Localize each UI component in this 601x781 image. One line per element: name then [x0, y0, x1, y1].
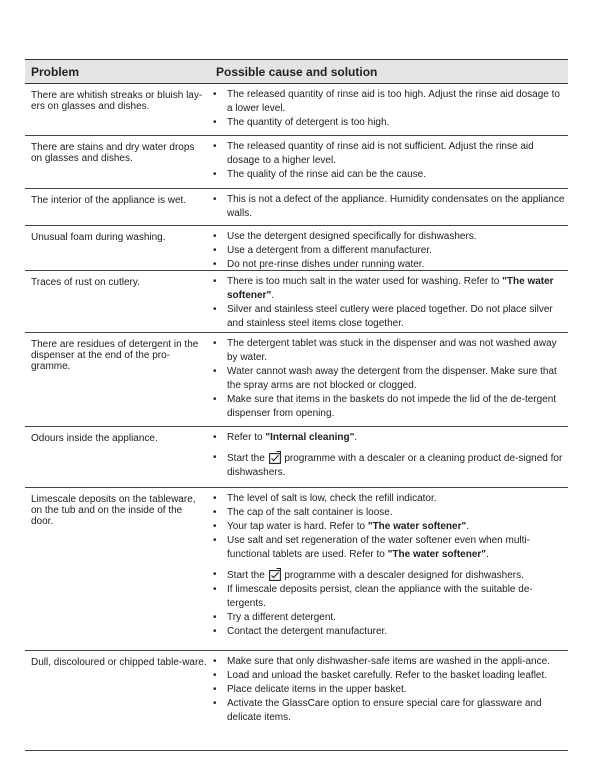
- solution-cell: [213, 492, 568, 647]
- table-row: [25, 136, 568, 189]
- programme-icon: [269, 451, 281, 464]
- solution-item: [213, 625, 568, 639]
- table-row: [25, 84, 568, 136]
- solution-cell: [213, 230, 568, 270]
- solution-text: If limescale deposits persist, clean the appliance with the suitable de-tergents.: [227, 584, 533, 609]
- reference-link: "The water softener": [387, 549, 487, 560]
- problem-cell: Unusual foam during washing.: [31, 232, 166, 243]
- solution-cell: [213, 88, 568, 132]
- solution-item: [213, 568, 568, 583]
- solution-text: There is too much salt in the water used for washing. Refer to: [227, 276, 503, 287]
- problem-cell: Limescale deposits on the tableware, on the tub and on the inside of the door.: [31, 494, 196, 527]
- table-row: [25, 189, 568, 226]
- solution-item: [213, 168, 568, 182]
- solution-text: Do not pre-rinse dishes under running water.: [227, 259, 425, 270]
- problem-cell: Traces of rust on cutlery.: [31, 277, 140, 288]
- solution-text: The level of salt is low, check the refill indicator.: [227, 493, 437, 504]
- solution-text: Refer to: [227, 432, 266, 443]
- solution-text: The detergent tablet was stuck in the dispenser and was not washed away by water.: [227, 338, 557, 363]
- solution-text: The cap of the salt container is loose.: [227, 507, 393, 518]
- solution-item: [213, 520, 568, 534]
- solution-item: [213, 275, 568, 303]
- solution-cell: [213, 193, 568, 222]
- solution-text: Start the: [227, 453, 268, 464]
- solution-list: [213, 140, 568, 182]
- solution-item: [213, 337, 568, 365]
- solution-text: Make sure that items in the baskets do not impede the lid of the de-tergent dispenser from opening.: [227, 394, 557, 419]
- solution-item: [213, 431, 568, 445]
- solution-text: .: [271, 290, 274, 301]
- solution-item: [213, 303, 568, 331]
- table-row: [25, 488, 568, 651]
- solution-item: [213, 583, 568, 611]
- programme-icon: [269, 568, 281, 581]
- solution-text: Load and unload the basket carefully. Refer to the basket loading leaflet.: [227, 670, 548, 681]
- solution-item: [213, 669, 568, 683]
- solution-text: Try a different detergent.: [227, 612, 336, 623]
- solution-item: [213, 140, 568, 168]
- header-problem: Problem: [31, 64, 80, 79]
- solution-list: [213, 337, 568, 421]
- solution-item: [213, 88, 568, 116]
- solution-item: [213, 683, 568, 697]
- solution-item: [213, 697, 568, 725]
- solution-list: [213, 230, 568, 272]
- solution-cell: [213, 655, 568, 747]
- solution-list: [213, 275, 568, 331]
- solution-text: .: [466, 521, 470, 532]
- solution-text: This is not a defect of the appliance. Humidity condensates on the appliance walls.: [227, 194, 565, 219]
- reference-link: "The water softener": [227, 276, 554, 301]
- solution-item: [213, 193, 568, 221]
- table-row: [25, 651, 568, 751]
- solution-text: Place delicate items in the upper basket.: [227, 684, 407, 695]
- solution-cell: [213, 431, 568, 484]
- solution-text: Silver and stainless steel cutlery were placed together. Do not place silver and stainless steel items close together.: [227, 304, 553, 329]
- problem-cell: The interior of the appliance is wet.: [31, 195, 187, 206]
- solution-text: The released quantity of rinse aid is too high. Adjust the rinse aid dosage to a lower level.: [227, 89, 560, 114]
- solution-list: [213, 655, 568, 725]
- solution-text: Make sure that only dishwasher-safe items are washed in the appli-ance.: [227, 656, 550, 667]
- table-row: [25, 427, 568, 488]
- problem-cell: Odours inside the appliance.: [31, 433, 158, 444]
- solution-text: Use the detergent designed specifically for dishwashers.: [227, 231, 477, 242]
- solution-list: [213, 193, 568, 221]
- solution-item: [213, 655, 568, 669]
- solution-item: [213, 116, 568, 130]
- table-body: [25, 84, 568, 751]
- table-header: [25, 59, 568, 84]
- solution-text: .: [354, 432, 358, 443]
- problem-cell: There are whitish streaks or bluish lay-ers on glasses and dishes.: [31, 90, 203, 112]
- solution-cell: [213, 337, 568, 423]
- problem-cell: There are residues of detergent in the dispenser at the end of the pro-gramme.: [31, 339, 199, 372]
- solution-text: The released quantity of rinse aid is not sufficient. Adjust the rinse aid dosage to a higher level.: [227, 141, 534, 166]
- troubleshooting-table: [25, 59, 568, 751]
- solution-item: [213, 492, 568, 506]
- solution-text: The quantity of detergent is too high.: [227, 117, 390, 128]
- header-cause: Possible cause and solution: [216, 64, 378, 79]
- reference-link: "The water softener": [367, 521, 467, 532]
- solution-text: programme with a descaler designed for dishwashers.: [281, 570, 524, 581]
- reference-link: "Internal cleaning": [265, 432, 355, 443]
- solution-text: Activate the GlassCare option to ensure special care for glassware and delicate items.: [227, 698, 542, 723]
- problem-cell: There are stains and dry water drops on glasses and dishes.: [31, 142, 195, 164]
- solution-item: [213, 244, 568, 258]
- solution-item: [213, 365, 568, 393]
- problem-cell: Dull, discoloured or chipped table-ware.: [31, 657, 207, 668]
- solution-list: [213, 492, 568, 639]
- table-row: [25, 271, 568, 333]
- solution-list: [213, 431, 568, 480]
- solution-text: .: [486, 549, 489, 560]
- solution-text: Water cannot wash away the detergent from the dispenser. Make sure that the spray arms are not blocked or clogged.: [227, 366, 557, 391]
- solution-cell: [213, 140, 568, 185]
- solution-item: [213, 506, 568, 520]
- table-row: [25, 226, 568, 271]
- solution-text: programme with a descaler or a cleaning product de-signed for dishwashers.: [227, 453, 563, 478]
- solution-text: Start the: [227, 570, 268, 581]
- solution-list: [213, 88, 568, 130]
- solution-text: Your tap water is hard. Refer to: [227, 521, 368, 532]
- table-row: [25, 333, 568, 427]
- solution-text: Use a detergent from a different manufacturer.: [227, 245, 432, 256]
- solution-item: [213, 393, 568, 421]
- solution-cell: [213, 275, 568, 329]
- solution-text: Contact the detergent manufacturer.: [227, 626, 388, 637]
- solution-text: The quality of the rinse aid can be the cause.: [227, 169, 427, 180]
- solution-item: [213, 258, 568, 272]
- solution-text: Use salt and set regeneration of the water softener even when multi-functional tablets are used. Refer to: [227, 535, 530, 560]
- solution-item: [213, 534, 568, 562]
- solution-item: [213, 611, 568, 625]
- solution-item: [213, 451, 568, 480]
- solution-item: [213, 230, 568, 244]
